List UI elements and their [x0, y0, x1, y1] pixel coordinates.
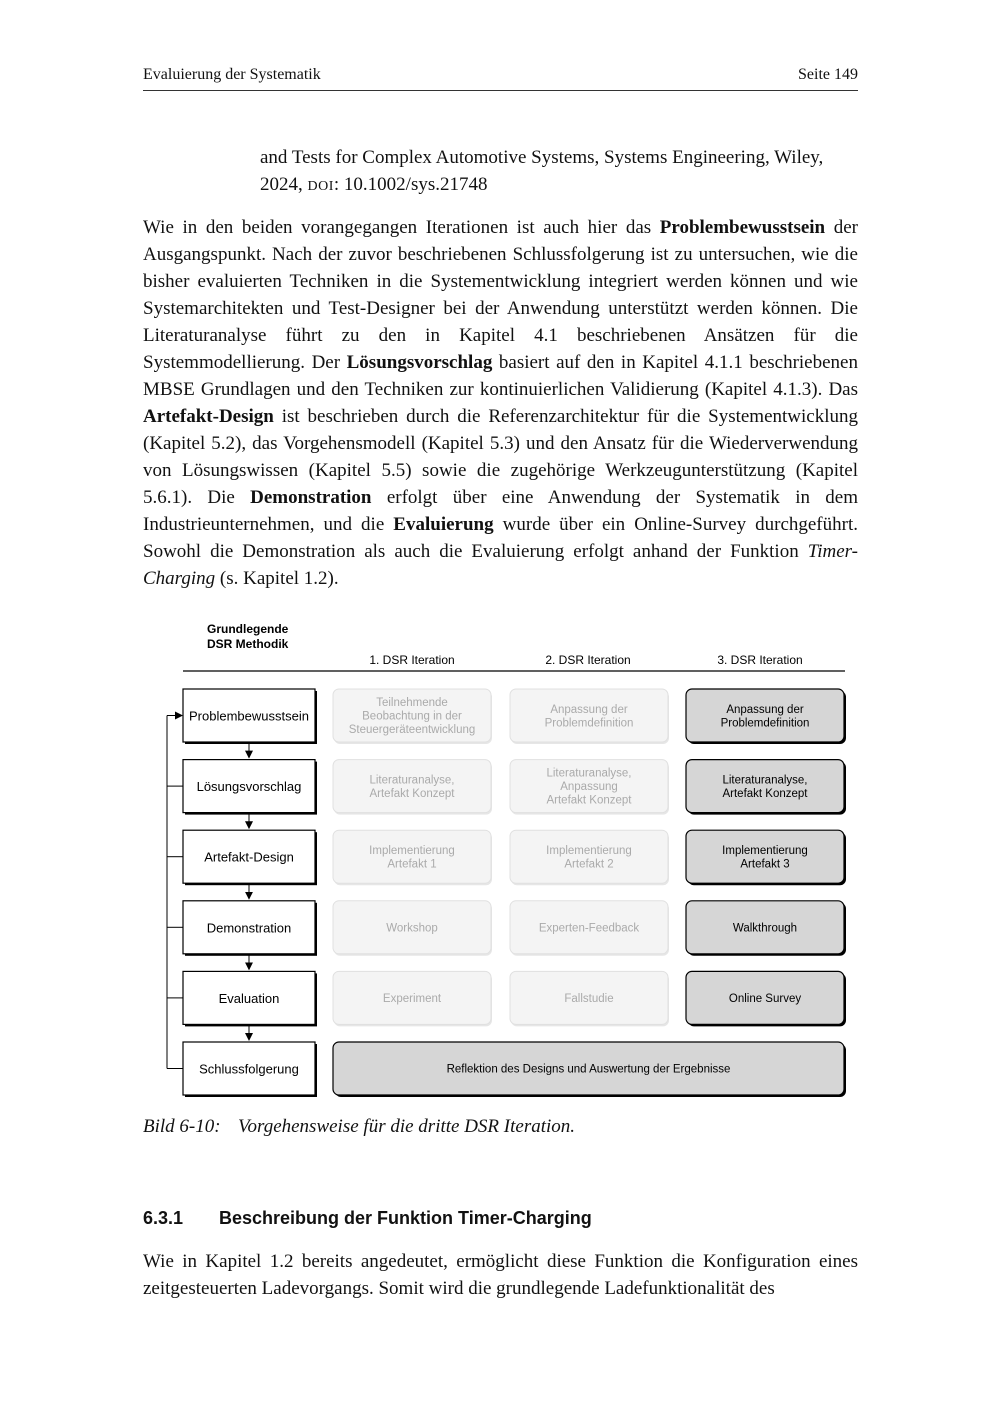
- text-run: Wie in den beiden vorangegangen Iterationen ist auch hier das: [143, 217, 660, 238]
- term-artefakt-design: Artefakt-Design: [143, 406, 274, 427]
- iteration-1-text: Implementierung: [369, 844, 455, 857]
- header-page-number: Seite 149: [798, 66, 858, 83]
- step-label: Problembewusstsein: [189, 708, 309, 724]
- iteration-column-header: 1. DSR Iteration: [369, 653, 455, 667]
- iteration-3-text: Walkthrough: [732, 922, 798, 935]
- diagram-header-line1: Grundlegende: [207, 622, 289, 636]
- caption-text: Vorgehensweise für die dritte DSR Iteration.: [238, 1116, 576, 1137]
- iteration-column-header: 2. DSR Iteration: [545, 653, 631, 667]
- step-label: Artefakt-Design: [204, 849, 294, 865]
- iteration-2-text: Fallstudie: [564, 992, 614, 1005]
- iteration-1-text: Literaturanalyse,: [369, 774, 455, 787]
- iteration-3-text: Literaturanalyse,: [722, 774, 808, 787]
- diagram-header-line2: DSR Methodik: [207, 637, 289, 651]
- iteration-1-text: Beobachtung in der: [362, 710, 462, 723]
- iteration-2-text: Experten-Feedback: [538, 922, 640, 935]
- conclusion-text: Reflektion des Designs und Auswertung der Ergebnisse: [446, 1063, 731, 1076]
- iteration-3-text: Online Survey: [728, 992, 802, 1005]
- iteration-1-text: Steuergeräteentwicklung: [348, 724, 476, 737]
- step-label: Lösungsvorschlag: [196, 779, 302, 795]
- term-timer-charging: Timer-Charging: [143, 541, 858, 589]
- text-run: erfolgt über eine Anwendung der Systematik in dem Industrieunternehmen, und die: [143, 487, 858, 535]
- term-loesungsvorschlag: Lösungsvorschlag: [346, 352, 493, 373]
- iteration-2-text: Anpassung der: [550, 703, 628, 716]
- dsr-diagram: [160, 615, 860, 1105]
- iteration-3-text: Problemdefinition: [720, 717, 810, 730]
- term-demonstration: Demonstration: [250, 487, 372, 508]
- reference-line-1: and Tests for Complex Automotive Systems, Systems Engineering, Wiley,: [260, 147, 824, 168]
- term-evaluierung: Evaluierung: [393, 514, 494, 535]
- iteration-2-text: Artefakt Konzept: [546, 794, 632, 807]
- step-label: Demonstration: [206, 920, 292, 936]
- figure-caption: [143, 1116, 575, 1138]
- iteration-1-text: Teilnehmende: [376, 697, 448, 710]
- iteration-2-text: Problemdefinition: [544, 717, 634, 730]
- text-run: basiert auf den in Kapitel 4.1.1 beschriebenen MBSE Grundlagen und den Techniken zur kontinuierlichen Validierung (Kapitel 4.1.3). Das: [143, 352, 858, 400]
- section-number: 6.3.1: [143, 1208, 184, 1228]
- iteration-1-text: Workshop: [386, 922, 438, 935]
- iteration-1-text: Artefakt Konzept: [369, 787, 455, 800]
- text-run: ist beschrieben durch die Referenzarchitektur für die Systementwicklung (Kapitel 5.2), das Vorgehensmodell (Kapitel 5.3) und den Ansatz für die Wiederverwendung von Lösungswissen (Kapitel 5.5) sowie die zugehörige Werkzeugunterstützung (Kapitel 5.6.1). Die: [143, 406, 858, 508]
- header-chapter-title: Evaluierung der Systematik: [143, 66, 321, 83]
- running-header: [143, 64, 858, 91]
- iteration-2-text: Anpassung: [560, 781, 618, 794]
- caption-number: Bild 6-10:: [143, 1116, 221, 1137]
- iteration-3-text: Anpassung der: [726, 703, 804, 716]
- reference-continuation: [260, 144, 858, 200]
- body-paragraph-1: [143, 214, 858, 592]
- text-run: wurde über ein Online-Survey durchgeführt. Sowohl die Demonstration als auch die Evaluierung erfolgt anhand der Funktion: [143, 514, 858, 562]
- text-run: (s. Kapitel 1.2).: [215, 568, 339, 589]
- doi-label: DOI: [307, 179, 334, 194]
- step-label: Schlussfolgerung: [199, 1061, 299, 1077]
- iteration-2-text: Literaturanalyse,: [546, 767, 632, 780]
- step-label: Evaluation: [218, 990, 280, 1006]
- section-title: Beschreibung der Funktion Timer-Charging: [219, 1208, 592, 1228]
- reference-line-2: [260, 171, 858, 200]
- iteration-3-text: Artefakt Konzept: [722, 787, 808, 800]
- text-run: der Ausgangspunkt. Nach der zuvor beschriebenen Schlussfolgerung ist zu untersuchen, wie die bisher evaluierten Techniken in die Systementwicklung integriert werden können und wie Systemarchitekten und Test-Designer bei der Anwendung unterstützt werden können. Die Literaturanalyse führt zu den in Kapitel 4.1 beschriebenen Ansätzen für die Systemmodellierung. Der: [143, 217, 858, 373]
- reference-year: 2024,: [260, 174, 308, 195]
- iteration-3-text: Artefakt 3: [740, 858, 790, 871]
- dsr-iteration-figure: [160, 615, 860, 1105]
- doi-value: : 10.1002/sys.21748: [333, 174, 488, 195]
- iteration-column-header: 3. DSR Iteration: [717, 653, 803, 667]
- body-paragraph-2: Wie in Kapitel 1.2 bereits angedeutet, ermöglicht diese Funktion die Konfiguration eines zeitgesteuerten Ladevorgangs. Somit wird die grundlegende Ladefunktionalität des: [143, 1251, 858, 1299]
- iteration-3-text: Implementierung: [722, 844, 808, 857]
- iteration-1-text: Experiment: [382, 992, 442, 1005]
- section-heading: [143, 1208, 592, 1229]
- iteration-2-text: Artefakt 2: [564, 858, 614, 871]
- iteration-2-text: Implementierung: [546, 844, 632, 857]
- iteration-1-text: Artefakt 1: [387, 858, 437, 871]
- term-problembewusstsein: Problembewusstsein: [659, 217, 826, 238]
